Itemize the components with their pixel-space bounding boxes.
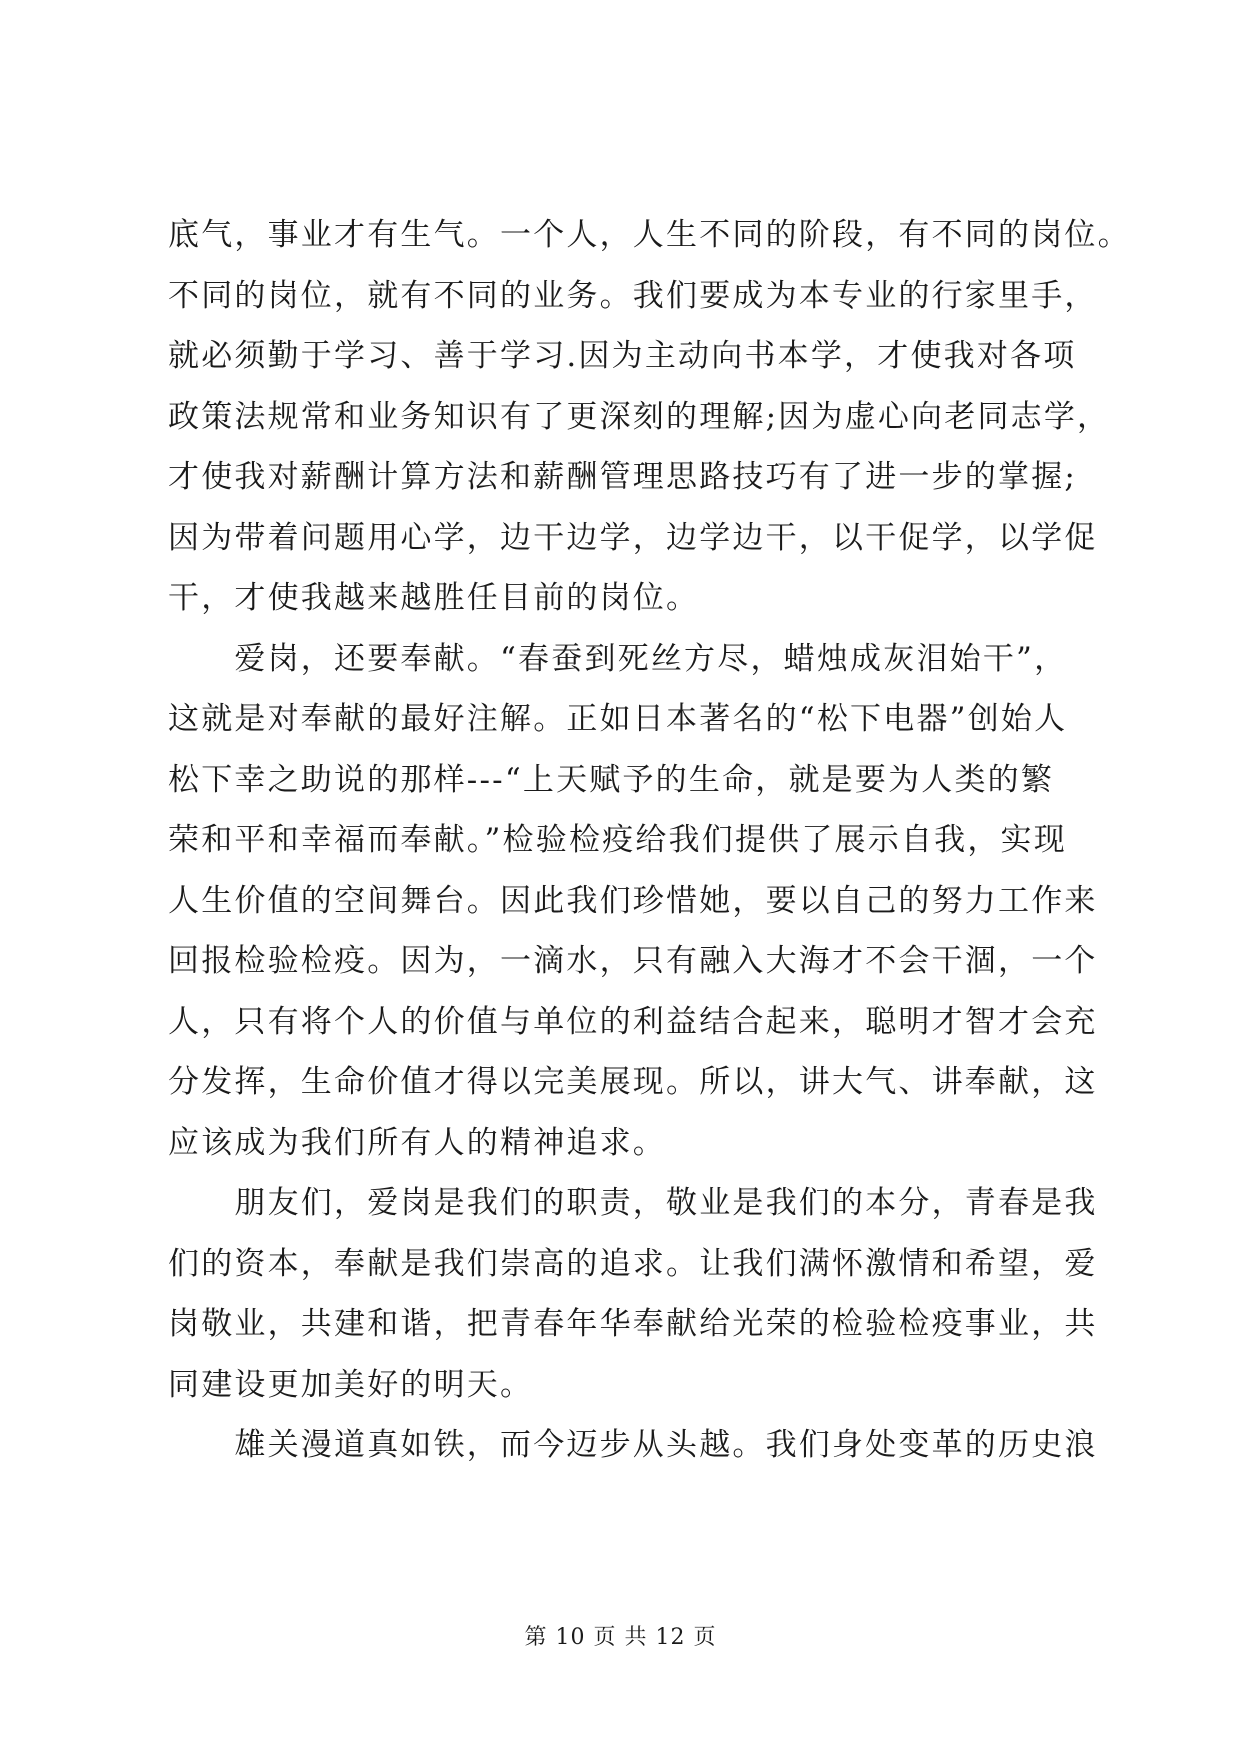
- text-line: 爱岗，还要奉献。“春蚕到死丝方尽，蜡烛成灰泪始干”，: [168, 640, 1068, 677]
- body-text: [168, 205, 1131, 1476]
- text-line: 松下幸之助说的那样---“上天赋予的生命，就是要为人类的繁: [168, 761, 1055, 798]
- text-line: 同建设更加美好的明天。: [168, 1366, 534, 1403]
- text-line: 们的资本，奉献是我们崇高的追求。让我们满怀激情和希望，爱: [168, 1245, 1098, 1282]
- text-line: 荣和平和幸福而奉献。”检验检疫给我们提供了展示自我，实现: [168, 822, 1067, 858]
- text-line: 就必须勤于学习、善于学习.因为主动向书本学，才使我对各项: [168, 338, 1077, 374]
- text-line: 不同的岗位，就有不同的业务。我们要成为本专业的行家里手，: [168, 277, 1098, 314]
- text-line: 这就是对奉献的最好注解。正如日本著名的“松下电器”创始人: [168, 701, 1068, 737]
- text-line: 因为带着问题用心学，边干边学，边学边干，以干促学，以学促: [168, 519, 1098, 556]
- text-line: 人，只有将个人的价值与单位的利益结合起来，聪明才智才会充: [168, 1003, 1098, 1040]
- page-number-footer: 第 10 页 共 12 页: [524, 1625, 717, 1650]
- text-line: 应该成为我们所有人的精神追求。: [168, 1124, 666, 1161]
- text-line: 岗敬业，共建和谐，把青春年华奉献给光荣的检验检疫事业，共: [168, 1306, 1098, 1342]
- text-line: 底气，事业才有生气。一个人，人生不同的阶段，有不同的岗位。: [168, 217, 1131, 253]
- text-line: 干，才使我越来越胜任目前的岗位。: [168, 580, 700, 616]
- text-line: 回报检验检疫。因为，一滴水，只有融入大海才不会干涸，一个: [168, 943, 1098, 979]
- text-line: 政策法规常和业务知识有了更深刻的理解;因为虚心向老同志学，: [168, 398, 1111, 435]
- text-line: 人生价值的空间舞台。因此我们珍惜她，要以自己的努力工作来: [168, 882, 1098, 919]
- text-line: 朋友们，爱岗是我们的职责，敬业是我们的本分，青春是我: [168, 1185, 1098, 1221]
- text-line: 雄关漫道真如铁，而今迈步从头越。我们身处变革的历史浪: [168, 1427, 1098, 1463]
- text-line: 才使我对薪酬计算方法和薪酬管理思路技巧有了进一步的掌握;: [168, 459, 1078, 495]
- text-line: 分发挥，生命价值才得以完美展现。所以，讲大气、讲奉献，这: [168, 1064, 1098, 1100]
